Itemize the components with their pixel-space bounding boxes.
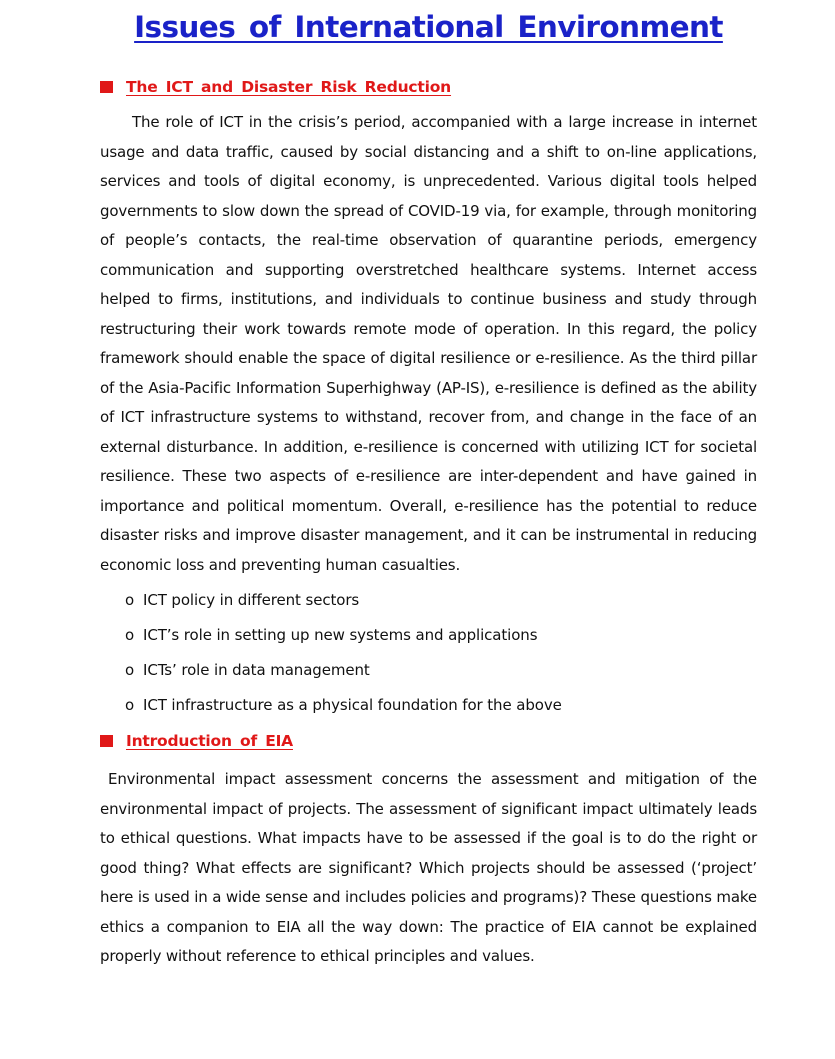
red-square-bullet-icon xyxy=(100,735,113,747)
list-item-text: ICT infrastructure as a physical foundation for the above xyxy=(143,696,562,714)
section-heading-label: The ICT and Disaster Risk Reduction xyxy=(126,78,452,96)
section-heading-ict xyxy=(100,73,757,101)
circle-bullet-icon: o xyxy=(125,696,135,714)
list-item-text: ICT’s role in setting up new systems and applications xyxy=(143,626,538,644)
circle-bullet-icon: o xyxy=(125,591,135,609)
section-heading-eia xyxy=(100,727,757,755)
eia-paragraph: Environmental impact assessment concerns the assessment and mitigation of the environmental impact of projects. The assessment of significant impact ultimately leads to ethical questions. What impacts have to be assessed if the goal is to do the right or good thing? What effects are significant? Which projects should be assessed (‘project’ here is used in a wide sense and includes policies and programs)? These questions make ethics a companion to EIA all the way down: The practice of EIA cannot be explained properly without reference to ethical principles and values. xyxy=(100,770,757,965)
list-item xyxy=(125,688,757,723)
ict-bullet-list xyxy=(100,583,757,723)
section-heading-label: Introduction of EIA xyxy=(126,732,293,750)
list-item xyxy=(125,583,757,618)
list-item-text: ICT policy in different sectors xyxy=(143,591,360,609)
circle-bullet-icon: o xyxy=(125,661,135,679)
circle-bullet-icon: o xyxy=(125,626,135,644)
ict-paragraph: The role of ICT in the crisis’s period, accompanied with a large increase in internet usage and data traffic, caused by social distancing and a shift to on-line applications, services and tools of digital economy, is unprecedented. Various digital tools helped governments to slow down the spread of COVID-19 via, for example, through monitoring of people’s contacts, the real-time observation of quarantine periods, emergency communication and supporting overstretched healthcare systems. Internet access helped to firms, institutions, and individuals to continue business and study through restructuring their work towards remote mode of operation. In this regard, the policy framework should enable the space of digital resilience or e-resilience. As the third pillar of the Asia-Pacific Information Superhighway (AP-IS), e-resilience is defined as the ability of ICT infrastructure systems to withstand, recover from, and change in the face of an external disturbance. In addition, e-resilience is concerned with utilizing ICT for societal resilience. These two aspects of e-resilience are inter-dependent and have gained in importance and political momentum. Overall, e-resilience has the potential to reduce disaster risks and improve disaster management, and it can be instrumental in reducing economic loss and preventing human casualties. xyxy=(100,113,757,574)
list-item xyxy=(125,618,757,653)
document-title: Issues of International Environment xyxy=(134,10,723,44)
list-item-text: ICTs’ role in data management xyxy=(143,661,370,679)
list-item xyxy=(125,653,757,688)
red-square-bullet-icon xyxy=(100,81,113,93)
